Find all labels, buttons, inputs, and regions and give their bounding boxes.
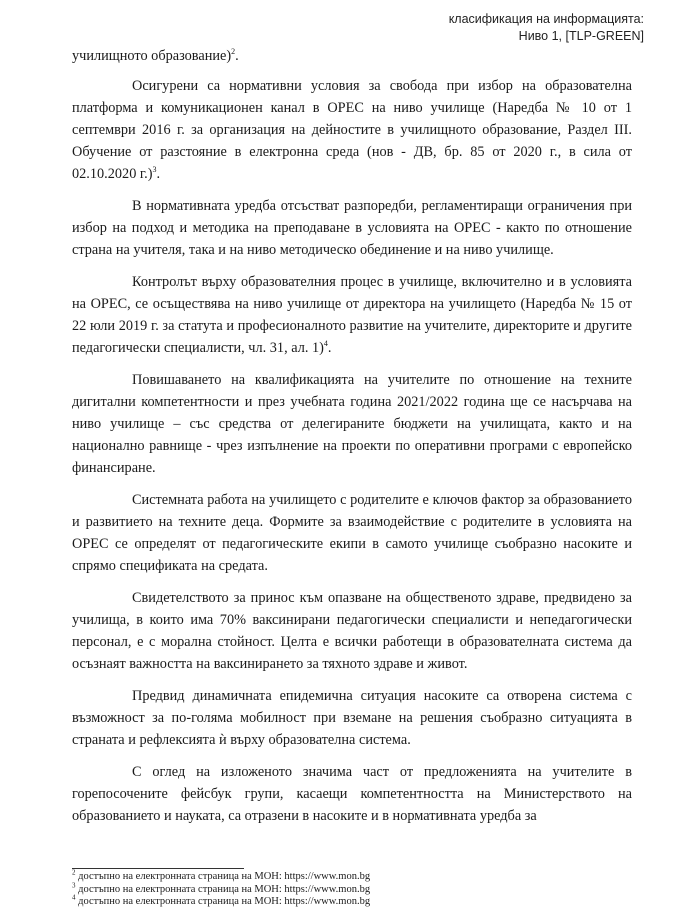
footnote-item: $^2$ достъпно на електронната страница на МОН: https://www.mon.bg: [72, 868, 371, 882]
paragraph-platform-freedom: Осигурени са нормативни условия за свобода при избор на образователна платформа и комуникационен канал в ОРЕС на ниво училище (Наредба № 10 от 1 септември 2016 г. за организация на дейностите в училищното образование, Раздел III. Обучение от разстояние в електронна среда (нов - ДВ, бр. 85 от 2020 г., в сила от 02.10.2020 г.)$^3$.: [72, 78, 632, 182]
paragraph-conclusion: С оглед на изложеното значима част от предложенията на учителите в горепосочените фейсбук групи, касаещи компетентността на Министерството на образованието и науката, са отразени в насоките и в нормативната уредба за: [72, 764, 632, 824]
paragraph-control: Контролът върху образователния процес в училище, включително и в условията на ОРЕС, се осъществява на ниво училище от директора на училището (Наредба № 15 от 22 юли 2019 г. за статута и професионалното развитие на учителите, директорите и другите педагогически специалисти, чл. 31, ал. 1)$^4$.: [72, 274, 632, 356]
footnote-ref: 2: [231, 47, 236, 57]
footnote-ref: 4: [323, 339, 328, 349]
footnote-item: $^3$ достъпно на електронната страница на МОН: https://www.mon.bg: [72, 881, 371, 895]
paragraph-continuation: училищното образование)$^2$.: [72, 47, 239, 64]
paragraph-parents: Системната работа на училището с родителите е ключов фактор за образованието и развитието на техните деца. Формите за взаимодействие с родителите в условията на ОРЕС се определят от педагогическите екипи в самото училище съобразно насоките и спрямо спецификата на средата.: [72, 492, 632, 574]
classification-header: [449, 11, 644, 45]
footnotes: [72, 868, 371, 909]
footnote-ref: 3: [152, 165, 157, 175]
classification-label: класификация на информацията:: [448, 12, 644, 26]
paragraph-methodology: В нормативната уредба отсъстват разпоредби, регламентиращи ограничения при избор на подход и методика на преподаване в условията на ОРЕС - както по отношение страна на учителя, така и на ниво методическо обединение и на ниво училище.: [72, 198, 632, 258]
footnote-item: $^4$ достъпно на електронната страница на МОН: https://www.mon.bg: [72, 893, 371, 907]
footnote-divider: [72, 868, 244, 869]
paragraph-dynamic-situation: Предвид динамичната епидемична ситуация насоките са отворена система с възможност за по-голяма мобилност при вземане на решения съобразно ситуацията в страната и рефлексията ѝ върху образователна система.: [72, 688, 632, 748]
classification-level: Ниво 1, [TLP-GREEN]: [518, 29, 644, 43]
paragraph-certificate: Свидетелството за принос към опазване на общественото здраве, предвидено за училища, в които има 70% ваксинирани педагогически специалисти и непедагогически персонал, е с морална стойност. Целта е всички работещи в образователната система да осъзнаят важността на ваксинирането за тяхното здраве и живот.: [72, 590, 632, 672]
paragraph-qualification: Повишаването на квалификацията на учителите по отношение на техните дигитални компетентности и през учебната година 2021/2022 година ще се насърчава на ниво училище – със средства от делегираните бюджети на училищата, както и на национално равнище - чрез изпълнение на проекти по оперативни програми с европейско финансиране.: [72, 372, 632, 476]
document-body: [72, 45, 632, 837]
